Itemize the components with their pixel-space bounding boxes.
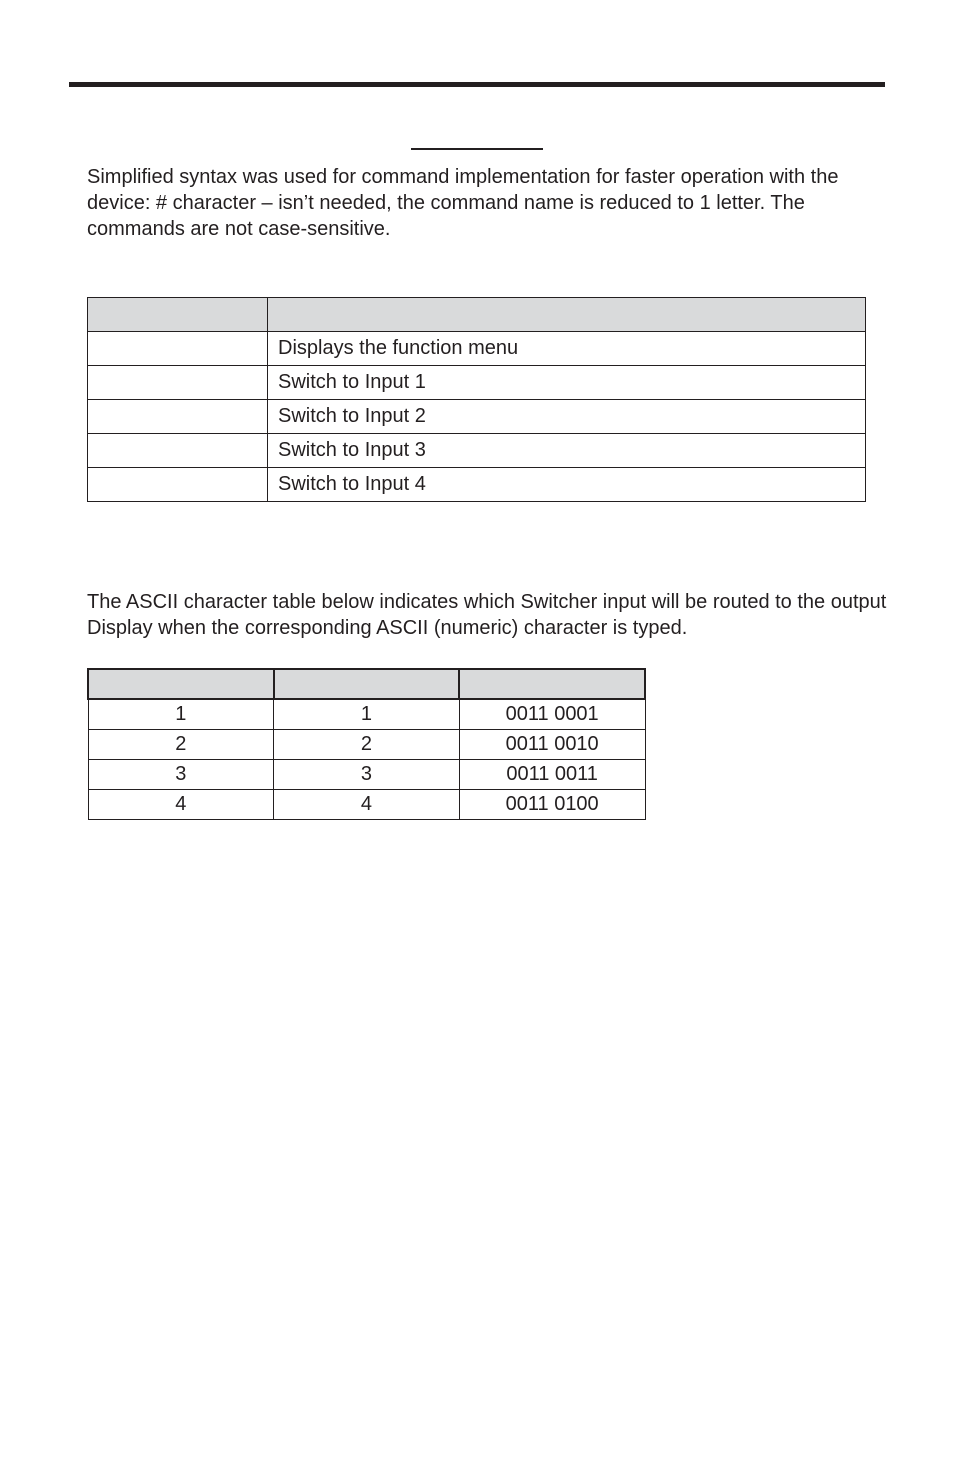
description-cell: Switch to Input 4 bbox=[268, 468, 866, 502]
ascii-table bbox=[87, 668, 646, 820]
table-row bbox=[88, 468, 866, 502]
input-cell: 1 bbox=[88, 699, 274, 729]
command-table bbox=[87, 297, 866, 502]
command-cell bbox=[88, 434, 268, 468]
ascii-char-cell: 3 bbox=[274, 759, 460, 789]
input-cell: 3 bbox=[88, 759, 274, 789]
intro-paragraph: Simplified syntax was used for command implementation for faster operation with the device: # character – isn’t needed, the command name is reduced to 1 letter. The commands are not case-sensitive. bbox=[87, 166, 839, 240]
binary-cell: 0011 0010 bbox=[459, 729, 645, 759]
top-rule bbox=[69, 82, 885, 87]
section-heading-underline bbox=[411, 148, 543, 150]
binary-cell: 0011 0011 bbox=[459, 759, 645, 789]
ascii-column-header bbox=[459, 669, 645, 699]
command-cell bbox=[88, 468, 268, 502]
input-cell: 2 bbox=[88, 729, 274, 759]
table-row bbox=[88, 699, 645, 729]
ascii-char-cell: 1 bbox=[274, 699, 460, 729]
binary-cell: 0011 0100 bbox=[459, 789, 645, 819]
command-table-header-row bbox=[88, 298, 866, 332]
command-cell bbox=[88, 366, 268, 400]
table-row bbox=[88, 434, 866, 468]
ascii-table-header-row bbox=[88, 669, 645, 699]
description-cell: Switch to Input 3 bbox=[268, 434, 866, 468]
table-row bbox=[88, 400, 866, 434]
description-cell: Switch to Input 2 bbox=[268, 400, 866, 434]
command-cell bbox=[88, 332, 268, 366]
table-row bbox=[88, 366, 866, 400]
table-row bbox=[88, 332, 866, 366]
table-row bbox=[88, 789, 645, 819]
ascii-char-cell: 4 bbox=[274, 789, 460, 819]
ascii-column-header bbox=[274, 669, 460, 699]
description-cell: Switch to Input 1 bbox=[268, 366, 866, 400]
table-row bbox=[88, 759, 645, 789]
binary-cell: 0011 0001 bbox=[459, 699, 645, 729]
command-column-header bbox=[88, 298, 268, 332]
description-column-header bbox=[268, 298, 866, 332]
command-cell bbox=[88, 400, 268, 434]
input-cell: 4 bbox=[88, 789, 274, 819]
description-cell: Displays the function menu bbox=[268, 332, 866, 366]
ascii-char-cell: 2 bbox=[274, 729, 460, 759]
ascii-paragraph: The ASCII character table below indicates which Switcher input will be routed to the output Display when the corresponding ASCII (numeric) character is typed. bbox=[87, 591, 887, 639]
table-row bbox=[88, 729, 645, 759]
ascii-column-header bbox=[88, 669, 274, 699]
